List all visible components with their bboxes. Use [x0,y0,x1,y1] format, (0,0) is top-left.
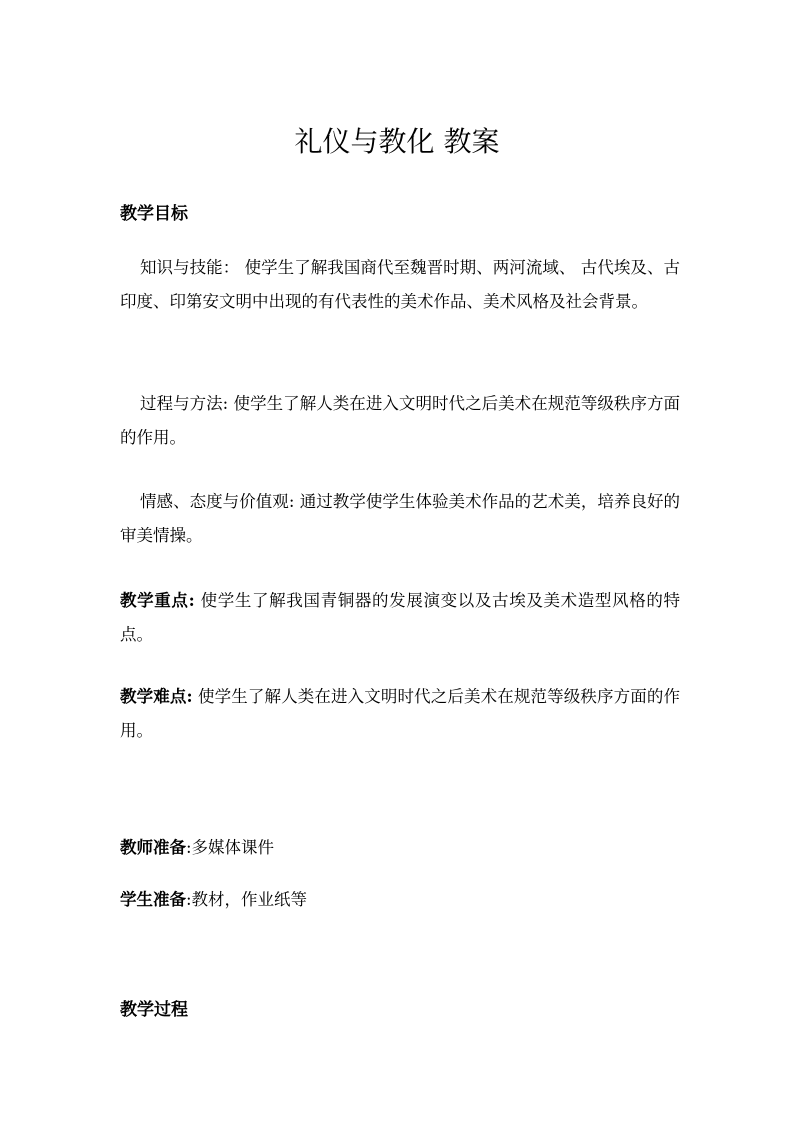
difficult-point [120,680,680,748]
objective-knowledge-text: 使学生了解我国商代至魏晋时期、两河流域、 古代埃及、古印度、印第安文明中出现的有代表性的美术作品、美术风格及社会背景。 [120,258,681,311]
objective-process-text: 使学生了解人类在进入文明时代之后美术在规范等级秩序方面的作用。 [120,394,681,447]
key-point-text: 使学生了解我国青铜器的发展演变以及古埃及美术造型风格的特点。 [120,591,681,644]
difficult-point-text: 使学生了解人类在进入文明时代之后美术在规范等级秩序方面的作用。 [120,687,681,740]
process-heading: 教学过程 [120,1000,188,1020]
objective-emotion [120,485,680,553]
document-title: 礼仪与教化 教案 [294,125,500,158]
student-prep-label: 学生准备 [120,890,186,909]
objective-process [120,387,680,455]
objective-emotion-label: 情感、态度与价值观: [140,492,295,511]
difficult-point-label: 教学难点: [120,687,193,706]
key-point [120,584,680,652]
objective-emotion-text: 通过教学使学生体验美术作品的艺术美，培养良好的审美情操。 [120,492,681,545]
objective-knowledge [120,251,680,319]
objective-process-label: 过程与方法: [140,394,229,413]
teacher-prep [120,831,680,865]
key-point-label: 教学重点: [120,591,195,610]
objectives-heading: 教学目标 [120,204,188,224]
teacher-prep-text: :多媒体课件 [186,838,275,857]
teacher-prep-label: 教师准备 [120,838,186,857]
student-prep-text: :教材，作业纸等 [186,890,308,909]
student-prep [120,883,680,917]
objective-knowledge-label: 知识与技能： [140,258,240,277]
